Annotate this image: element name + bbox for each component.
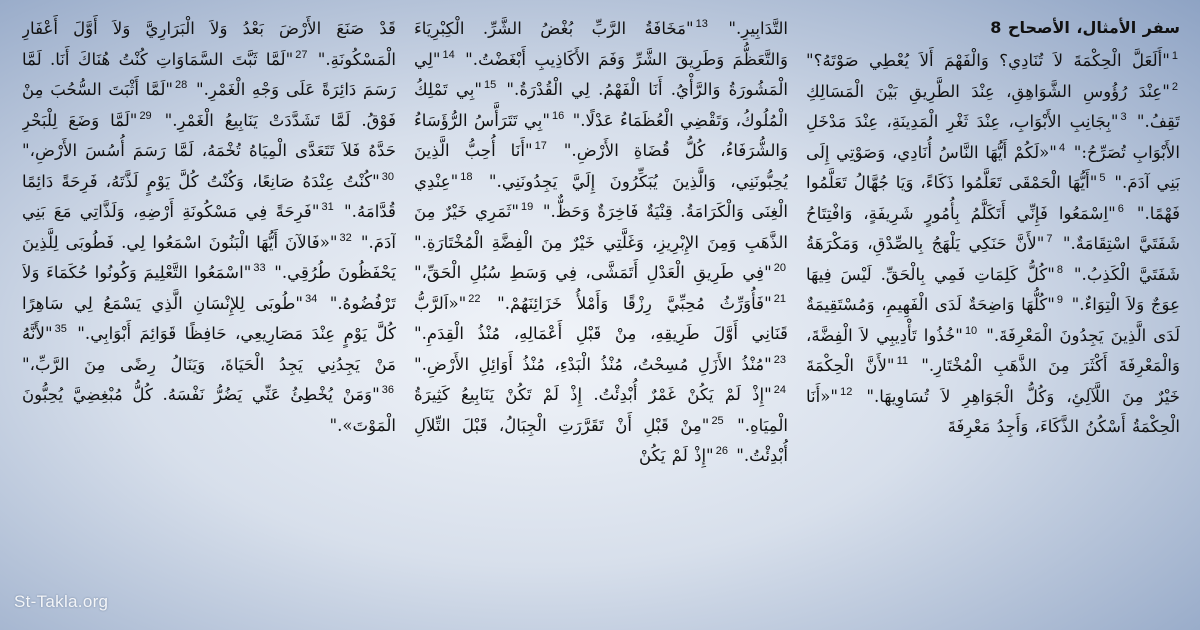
verse-text: "خُذُوا تَأْدِيبِي لاَ الْفِضَّةَ، وَالْمَعْرِفَةَ أَكْثَرَ مِنَ الذَّهَبِ الْمُخْتَارِ." — [806, 325, 1180, 375]
verse-text: "لأَنَّ الْحِكْمَةَ خَيْرٌ مِنَ اللَّآلِئِ، وَكُلُّ الْجَوَاهِرِ لاَ تُسَاوِيهَا." — [806, 356, 1180, 406]
verse-number: 6 — [1117, 202, 1124, 215]
verse-text: "أَيُّهَا الْحَمْقَى تَعَلَّمُوا ذَكَاءً، وَيَا جُهَّالُ تَعَلَّمُوا فَهْمًا." — [806, 173, 1180, 223]
column-text — [22, 14, 396, 441]
verse-number: 20 — [773, 262, 786, 275]
verse-text: "ثَمَرِي خَيْرٌ مِنَ الذَّهَبِ وَمِنَ الإِبْرِيزِ، وَغَلَّتِي خَيْرٌ مِنَ الْفِضَّةِ الْمُخْتَارَةِ." — [414, 202, 788, 252]
verse-number: 34 — [305, 292, 318, 305]
verse-text: "بِي تَتَرَأَّسُ الرُّؤَسَاءُ وَالشُّرَفَاءُ، كُلُّ قُضَاةِ الأَرْضِ." — [414, 110, 788, 160]
verse-text: "بِجَانِبِ الأَبْوَابِ، عِنْدَ ثَغْرِ الْمَدِينَةِ، عِنْدَ مَدْخَلِ الأَبْوَابِ تُصَرِّحُ:" — [806, 112, 1180, 162]
verse-text: "إِذْ لَمْ يَكُنْ — [639, 446, 714, 465]
verse-text: "لَمَّا وَضَعَ لِلْبَحْرِ حَدَّهُ فَلاَ تَتَعَدَّى الْمِيَاهُ تُخْمَهُ، لَمَّا رَسَمَ أُسُسَ الأَرْضِ،" — [22, 110, 396, 160]
verse-text: "اسْمَعُوا التَّعْلِيمَ وَكُونُوا حُكَمَاءَ وَلاَ تَرْفُضُوهُ." — [22, 263, 396, 313]
verse-number: 33 — [253, 262, 266, 275]
verse-number: 12 — [840, 385, 853, 398]
verse-number: 30 — [381, 170, 394, 183]
verse-number: 18 — [460, 170, 473, 183]
verse-text: التَّدَابِيرِ." — [728, 19, 788, 38]
verse-text: "عِنْدَ رُؤُوسِ الشَّوَاهِقِ، عِنْدَ الطَّرِيقِ بَيْنَ الْمَسَالِكِ تَقِفُ." — [806, 81, 1180, 131]
verse-text: "«أَنَا الْحِكْمَةُ أَسْكُنُ الذَّكَاءَ، وَأَجِدُ مَعْرِفَةَ — [806, 386, 1180, 436]
verse-text: "فِي طَرِيقِ الْعَدْلِ أَتَمَشَّى، فِي وَسَطِ سُبُلِ الْحَقِّ،" — [414, 263, 772, 282]
column-left — [22, 14, 396, 616]
verse-text: "اِسْمَعُوا فَإِنِّي أَتَكَلَّمُ بِأُمُورٍ شَرِيفَةٍ، وَافْتِتَاحُ شَفَتَيَّ اسْتِقَامَةٌ." — [806, 203, 1180, 253]
verse-number: 27 — [295, 48, 308, 61]
text-columns — [22, 14, 1180, 616]
verse-number: 11 — [896, 355, 908, 368]
verse-number: 14 — [442, 48, 455, 61]
verse-text: "بِي تَمْلِكُ الْمُلُوكُ، وَتَقْضِي الْعُظَمَاءُ عَدْلًا." — [414, 80, 788, 130]
verse-number: 9 — [1056, 294, 1063, 307]
verse-text: "كُنْتُ عِنْدَهُ صَانِعًا، وَكُنْتُ كُلَّ يَوْمٍ لَذَّتَهُ، فَرِحَةً دَائِمًا قُدَّامَهُ." — [22, 171, 396, 221]
verse-number: 10 — [964, 324, 978, 337]
verse-text: "أَلَعَلَّ الْحِكْمَةَ لاَ تُنَادِي؟ وَالْفَهْمَ أَلاَ يُعْطِي صَوْتَهُ؟" — [806, 51, 1170, 70]
verse-number: 24 — [773, 384, 786, 397]
verse-text: "عِنْدِي الْغِنَى وَالْكَرَامَةُ. قِنْيَةٌ فَاخِرَةٌ وَحَظٌّ." — [414, 171, 788, 221]
verse-number: 17 — [534, 140, 547, 153]
verse-number: 19 — [521, 201, 534, 214]
verse-text: "«فَالآنَ أَيُّهَا الْبَنُونَ اسْمَعُوا لِي. فَطُوبَى لِلَّذِينَ يَحْفَظُونَ طُرُقِي." — [22, 232, 396, 282]
column-text — [414, 14, 788, 472]
column-text — [806, 46, 1180, 443]
verse-number: 36 — [381, 384, 394, 397]
verse-text: "لِي الْمَشُورَةُ وَالرَّأْيُ. أَنَا الْفَهْمُ. لِي الْقُدْرَةُ." — [414, 49, 788, 99]
verse-text: "لأَنَّهُ مَنْ يَجِدُنِي يَجِدُ الْحَيَاةَ، وَيَنَالُ رِضًى مِنَ الرَّبِّ،" — [22, 324, 396, 374]
verse-text: "مَخَافَةُ الرَّبِّ بُغْضُ الشَّرِّ. الْكِبْرِيَاءَ وَالتَّعَظُّمَ وَطَرِيقَ الشَّرِّ وَفَمَ الأَكَاذِيبِ أَبْغَضْتُ." — [414, 19, 788, 69]
verse-number: 13 — [695, 18, 708, 31]
verse-text: "«لَكُمْ أَيُّهَا النَّاسُ أُنَادِي، وَصَوْتِي إِلَى بَنِي آدَمَ." — [806, 142, 1180, 192]
verse-number: 23 — [773, 353, 786, 366]
verse-number: 15 — [483, 79, 497, 92]
verse-text: "كُلُّهَا وَاضِحَةٌ لَدَى الْفَهِيمِ، وَمُسْتَقِيمَةٌ لَدَى الَّذِينَ يَجِدُونَ الْمَعْرِفَةَ." — [806, 295, 1180, 345]
verse-number: 7 — [1046, 233, 1053, 246]
verse-number: 1 — [1171, 50, 1178, 63]
verse-text: "لَمَّا ثَبَّتَ السَّمَاوَاتِ كُنْتُ هُنَاكَ أَنَا. لَمَّا رَسَمَ دَائِرَةً عَلَى وَجْهِ الْغَمْرِ." — [22, 49, 396, 99]
verse-text: "فَرِحَةً فِي مَسْكُونَةِ أَرْضِهِ، وَلَذَّاتِي مَعَ بَنِي آدَمَ." — [22, 202, 396, 252]
verse-text: "كُلُّ كَلِمَاتِ فَمِي بِالْحَقِّ. لَيْسَ فِيهَا عِوَجٌ وَلاَ الْتِوَاءٌ." — [806, 264, 1180, 314]
verse-text: قَدْ صَنَعَ الأَرْضَ بَعْدُ وَلاَ الْبَرَارِيَّ وَلاَ أَوَّلَ أَعْفَارِ الْمَسْكُونَةِ." — [22, 19, 396, 69]
verse-text: "لَمَّا أَثْبَتَ السُّحُبَ مِنْ فَوْقُ. لَمَّا تَشَدَّدَتْ يَنَابِيعُ الْغَمْرِ." — [22, 80, 396, 130]
verse-number: 8 — [1056, 263, 1064, 276]
verse-number: 35 — [54, 323, 67, 336]
verse-text: "لأَنَّ حَنَكِي يَلْهَجُ بِالصِّدْقِ، وَمَكْرَهَةُ شَفَتَيَّ الْكَذِبُ." — [806, 234, 1180, 284]
verse-number: 5 — [1099, 172, 1106, 185]
verse-number: 16 — [552, 109, 565, 122]
verse-text: "طُوبَى لِلإِنْسَانِ الَّذِي يَسْمَعُ لِي سَاهِرًا كُلَّ يَوْمٍ عِنْدَ مَصَارِيعِي، حَافِظًا قَوَائِمَ أَبْوَابِي." — [22, 293, 396, 343]
verse-text: "إِذْ لَمْ يَكُنْ غَمْرٌ أُبْدِئْتُ. إِذْ لَمْ تَكُنْ يَنَابِيعُ كَثِيرَةُ الْمِيَاهِ." — [414, 385, 788, 435]
verse-number: 28 — [175, 79, 188, 92]
verse-number: 32 — [339, 231, 352, 244]
chapter-heading: سفر الأمثال، الأصحاح 8 — [990, 18, 1180, 37]
verse-number: 2 — [1171, 80, 1178, 93]
verse-number: 3 — [1120, 111, 1127, 124]
verse-number: 26 — [715, 445, 728, 458]
verse-text: "فَأُوَرِّثُ مُحِبِّيَّ رِزْقًا وَأَمْلأُ خَزَائِنَهُمْ." — [497, 293, 772, 313]
column-right — [806, 14, 1180, 616]
verse-number: 4 — [1058, 141, 1066, 154]
verse-text: "مُنْذُ الأَزَلِ مُسِحْتُ، مُنْذُ الْبَدْءِ، مُنْذُ أَوَائِلِ الأَرْضِ." — [414, 354, 772, 374]
verse-number: 29 — [139, 109, 152, 122]
site-watermark: St-Takla.org — [14, 592, 109, 611]
verse-number: 25 — [711, 414, 724, 427]
verse-number: 21 — [773, 292, 786, 305]
verse-text: "وَمَنْ يُخْطِئُ عَنِّي يَضُرُّ نَفْسَهُ. كُلُّ مُبْغِضِيَّ يُحِبُّونَ الْمَوْتَ»." — [22, 385, 396, 435]
verse-text: "«اَلرَّبُّ قَنَانِي أَوَّلَ طَرِيقِهِ، مِنْ قَبْلِ أَعْمَالِهِ، مُنْذُ الْقِدَمِ." — [414, 293, 788, 343]
verse-number: 31 — [321, 201, 334, 214]
verse-text: "مِنْ قَبْلِ أَنْ تَقَرَّرَتِ الْجِبَالُ، قَبْلَ التِّلاَلِ أُبْدِئْتُ." — [414, 415, 788, 465]
verse-text: "أَنَا أُحِبُّ الَّذِينَ يُحِبُّونَنِي، وَالَّذِينَ يُبَكِّرُونَ إِلَيَّ يَجِدُونَنِي." — [414, 141, 788, 191]
verse-number: 22 — [468, 292, 481, 305]
column-middle — [414, 14, 788, 616]
